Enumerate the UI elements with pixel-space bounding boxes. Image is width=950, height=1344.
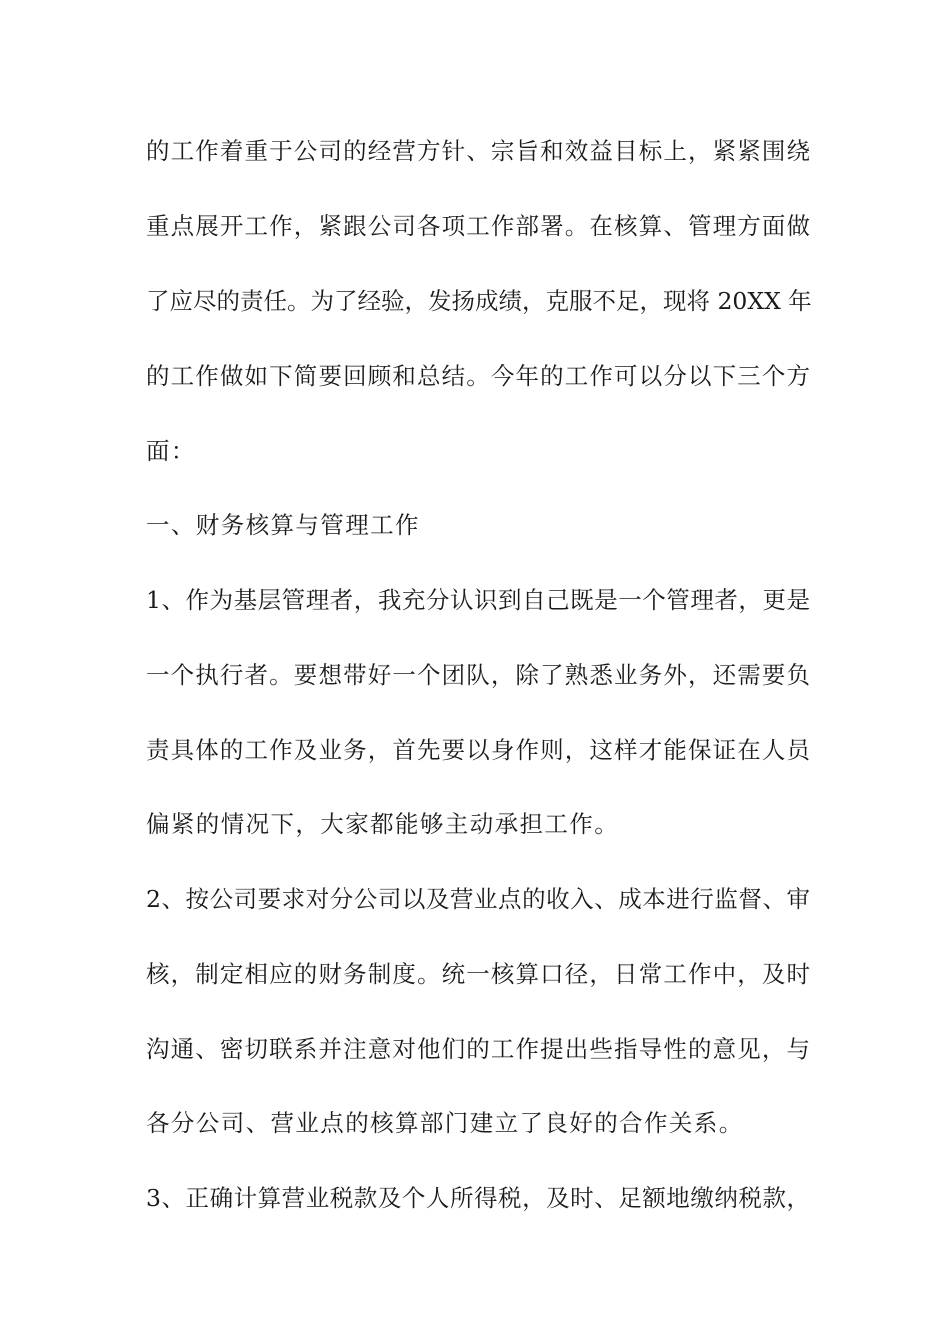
paragraph-line: 3、正确计算营业税款及个人所得税，及时、足额地缴纳税款， bbox=[146, 1184, 810, 1212]
paragraph-line: 2、按公司要求对分公司以及营业点的收入、成本进行监督、审 bbox=[146, 885, 810, 913]
section-heading: 一、财务核算与管理工作 bbox=[146, 511, 420, 539]
paragraph-line: 一个执行者。要想带好一个团队，除了熟悉业务外，还需要负 bbox=[146, 661, 810, 689]
paragraph-line: 1、作为基层管理者，我充分认识到自己既是一个管理者，更是 bbox=[146, 586, 810, 614]
paragraph-line: 的工作做如下简要回顾和总结。今年的工作可以分以下三个方 bbox=[146, 362, 810, 390]
paragraph-line: 重点展开工作，紧跟公司各项工作部署。在核算、管理方面做 bbox=[146, 212, 810, 240]
paragraph-line: 沟通、密切联系并注意对他们的工作提出些指导性的意见，与 bbox=[146, 1035, 810, 1063]
paragraph-line: 核，制定相应的财务制度。统一核算口径，日常工作中，及时 bbox=[146, 960, 810, 988]
paragraph-line: 各分公司、营业点的核算部门建立了良好的合作关系。 bbox=[146, 1109, 744, 1137]
paragraph-line: 的工作着重于公司的经营方针、宗旨和效益目标上，紧紧围绕 bbox=[146, 137, 810, 165]
paragraph-line: 责具体的工作及业务，首先要以身作则，这样才能保证在人员 bbox=[146, 736, 810, 764]
paragraph-line: 了应尽的责任。为了经验，发扬成绩，克服不足，现将 20XX 年 bbox=[146, 287, 812, 315]
paragraph-line: 偏紧的情况下，大家都能够主动承担工作。 bbox=[146, 810, 620, 838]
paragraph-line: 面： bbox=[146, 437, 196, 465]
